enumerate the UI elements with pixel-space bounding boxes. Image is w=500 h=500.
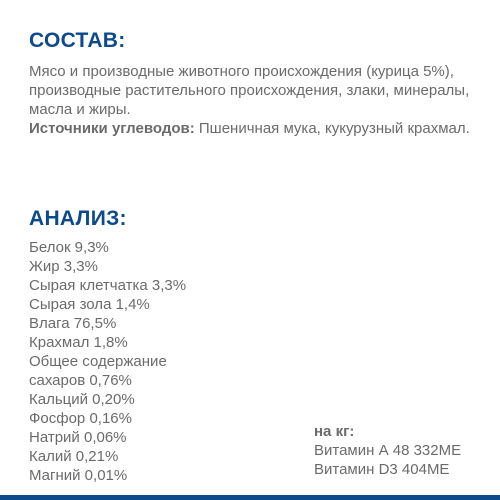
carbs-label: Источники углеводов: <box>29 120 195 137</box>
composition-title: СОСТАВ: <box>29 29 126 52</box>
analysis-list <box>29 238 186 485</box>
analysis-item: Кальций 0,20% <box>29 391 135 408</box>
analysis-item: Сырая клетчатка 3,3% <box>29 277 187 294</box>
vitamin-item: Витамин А 48 332МЕ <box>314 442 462 459</box>
per-kg-heading: на кг: <box>314 423 355 440</box>
composition-block <box>29 62 479 138</box>
analysis-item: Общее содержание <box>29 353 167 370</box>
composition-text: Мясо и производные животного происхождения (курица 5%), производные растительного происхождения, злаки, минералы, масла и жиры. <box>29 63 470 118</box>
vitamin-item: Витамин D3 404МЕ <box>314 461 450 478</box>
analysis-item: Влага 76,5% <box>29 315 117 332</box>
bottom-accent-bar <box>0 495 500 500</box>
per-kg-block <box>314 422 461 479</box>
carbs-text: Пшеничная мука, кукурузный крахмал. <box>194 120 470 137</box>
analysis-item: Калий 0,21% <box>29 448 119 465</box>
analysis-item: Жир 3,3% <box>29 258 98 275</box>
carbs-paragraph <box>29 119 479 138</box>
analysis-item: Крахмал 1,8% <box>29 334 128 351</box>
analysis-item: Натрий 0,06% <box>29 429 127 446</box>
analysis-item: сахаров 0,76% <box>29 372 132 389</box>
analysis-item: Сырая зола 1,4% <box>29 296 150 313</box>
analysis-title: АНАЛИЗ: <box>29 207 127 230</box>
analysis-item: Белок 9,3% <box>29 239 109 256</box>
analysis-item: Фосфор 0,16% <box>29 410 132 427</box>
analysis-item: Магний 0,01% <box>29 467 128 484</box>
